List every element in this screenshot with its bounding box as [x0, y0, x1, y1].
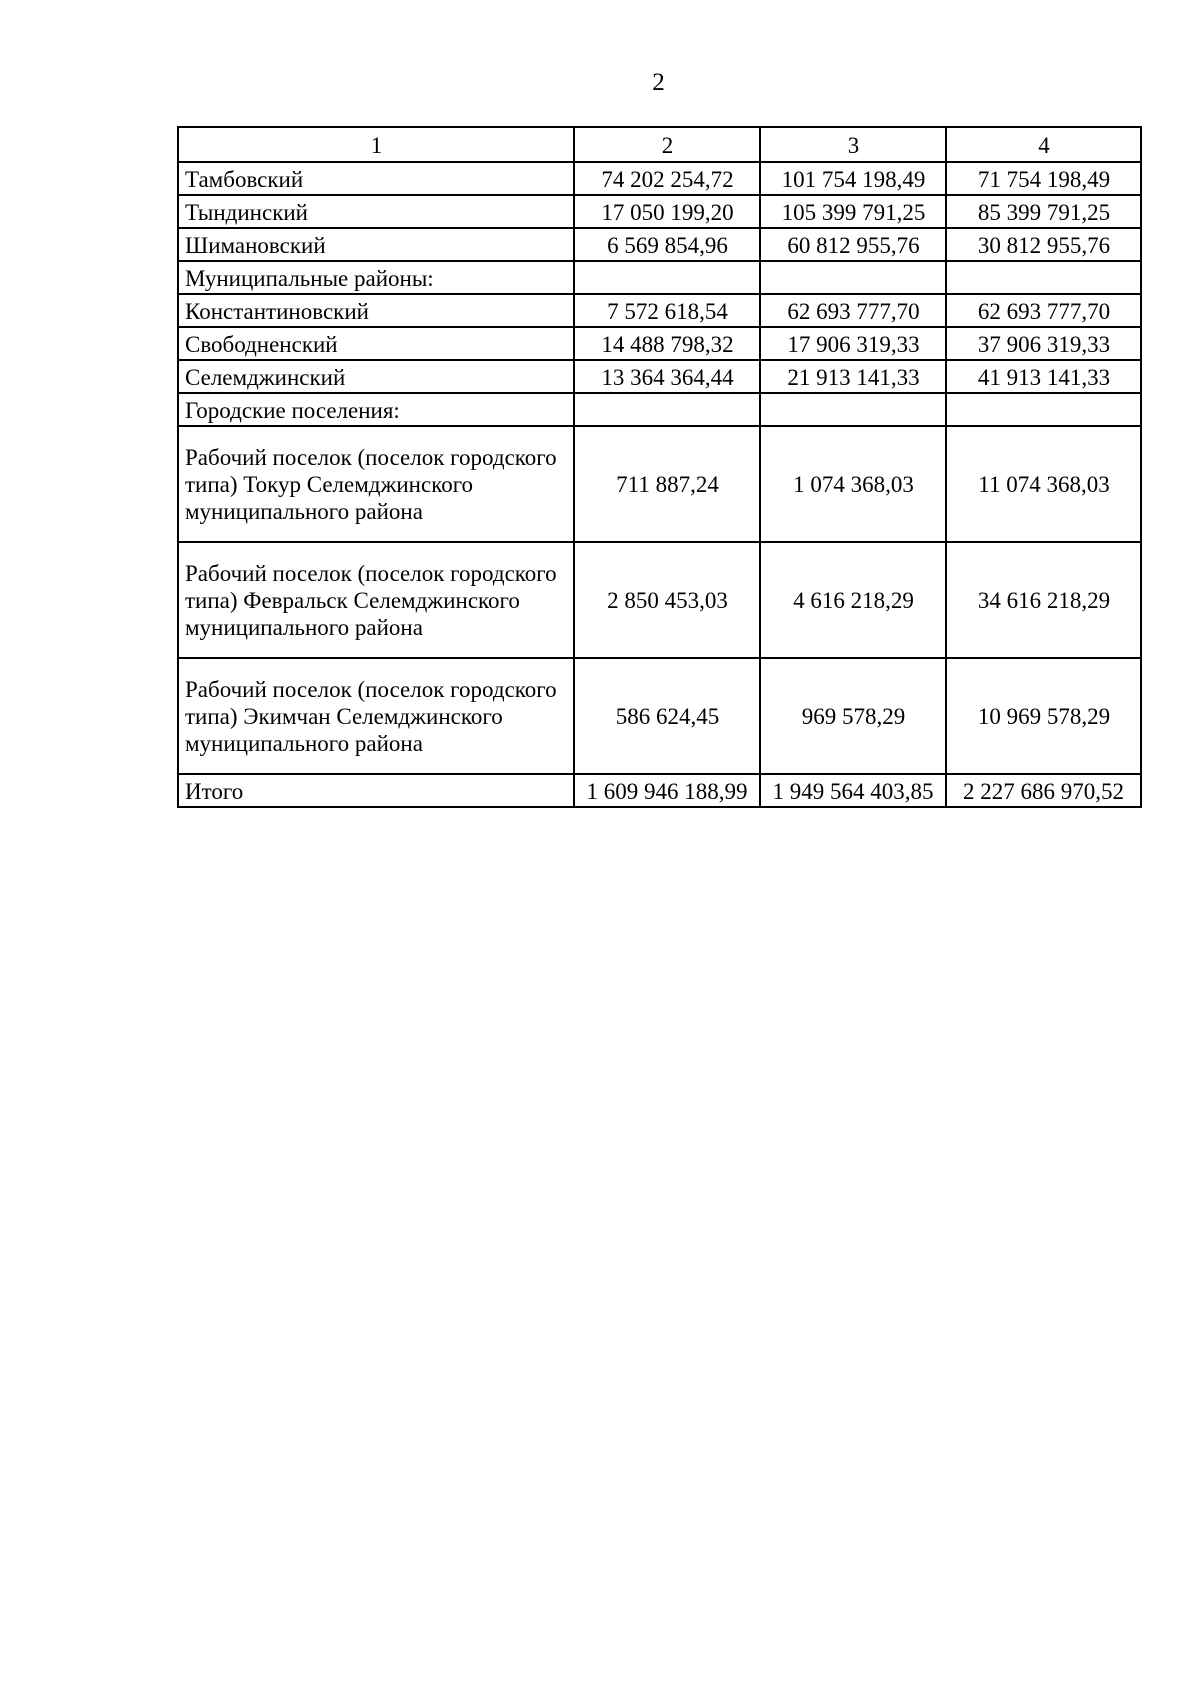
row-value-col3: 1 074 368,03	[760, 426, 946, 542]
row-value-col2: 74 202 254,72	[574, 162, 760, 195]
section-label: Городские поселения:	[178, 393, 574, 426]
row-name: Рабочий поселок (поселок городского типа) Токур Селемджинского муниципального района	[178, 426, 574, 542]
row-value-col3: 62 693 777,70	[760, 294, 946, 327]
row-value-col2: 711 887,24	[574, 426, 760, 542]
row-value-col4: 11 074 368,03	[946, 426, 1141, 542]
row-value-col4: 71 754 198,49	[946, 162, 1141, 195]
row-name: Селемджинский	[178, 360, 574, 393]
table-row	[178, 360, 1141, 393]
table-header-row	[178, 127, 1141, 162]
table-section-row	[178, 393, 1141, 426]
row-value-col3	[760, 261, 946, 294]
table-section-row	[178, 261, 1141, 294]
row-name: Рабочий поселок (поселок городского типа) Февральск Селемджинского муниципального района	[178, 542, 574, 658]
table-total-row	[178, 774, 1141, 807]
row-value-col4	[946, 261, 1141, 294]
total-label: Итого	[178, 774, 574, 807]
total-value-col4: 2 227 686 970,52	[946, 774, 1141, 807]
row-value-col4: 37 906 319,33	[946, 327, 1141, 360]
table-row	[178, 162, 1141, 195]
section-label: Муниципальные районы:	[178, 261, 574, 294]
row-name: Тамбовский	[178, 162, 574, 195]
row-value-col3: 969 578,29	[760, 658, 946, 774]
row-value-col4: 10 969 578,29	[946, 658, 1141, 774]
row-value-col4: 41 913 141,33	[946, 360, 1141, 393]
table-row	[178, 294, 1141, 327]
row-value-col3: 4 616 218,29	[760, 542, 946, 658]
column-header-1: 1	[178, 127, 574, 162]
total-value-col3: 1 949 564 403,85	[760, 774, 946, 807]
row-name: Рабочий поселок (поселок городского типа) Экимчан Селемджинского муниципального района	[178, 658, 574, 774]
row-value-col2: 6 569 854,96	[574, 228, 760, 261]
row-value-col4: 62 693 777,70	[946, 294, 1141, 327]
row-name: Свободненский	[178, 327, 574, 360]
table-row	[178, 195, 1141, 228]
budget-table	[177, 126, 1142, 808]
row-value-col4: 34 616 218,29	[946, 542, 1141, 658]
column-header-3: 3	[760, 127, 946, 162]
row-value-col2	[574, 393, 760, 426]
table-row	[178, 228, 1141, 261]
row-value-col2: 14 488 798,32	[574, 327, 760, 360]
table-row	[178, 658, 1141, 774]
row-value-col4: 30 812 955,76	[946, 228, 1141, 261]
row-value-col3: 17 906 319,33	[760, 327, 946, 360]
column-header-4: 4	[946, 127, 1141, 162]
row-value-col4	[946, 393, 1141, 426]
column-header-2: 2	[574, 127, 760, 162]
row-value-col2	[574, 261, 760, 294]
row-value-col3: 21 913 141,33	[760, 360, 946, 393]
row-value-col3: 105 399 791,25	[760, 195, 946, 228]
table-row	[178, 426, 1141, 542]
row-value-col3: 101 754 198,49	[760, 162, 946, 195]
row-value-col3: 60 812 955,76	[760, 228, 946, 261]
row-name: Тындинский	[178, 195, 574, 228]
table-row	[178, 542, 1141, 658]
row-value-col4: 85 399 791,25	[946, 195, 1141, 228]
row-value-col2: 2 850 453,03	[574, 542, 760, 658]
row-value-col2: 586 624,45	[574, 658, 760, 774]
row-name: Константиновский	[178, 294, 574, 327]
total-value-col2: 1 609 946 188,99	[574, 774, 760, 807]
table-row	[178, 327, 1141, 360]
row-value-col2: 13 364 364,44	[574, 360, 760, 393]
page-number: 2	[652, 69, 665, 96]
row-name: Шимановский	[178, 228, 574, 261]
row-value-col3	[760, 393, 946, 426]
row-value-col2: 17 050 199,20	[574, 195, 760, 228]
row-value-col2: 7 572 618,54	[574, 294, 760, 327]
